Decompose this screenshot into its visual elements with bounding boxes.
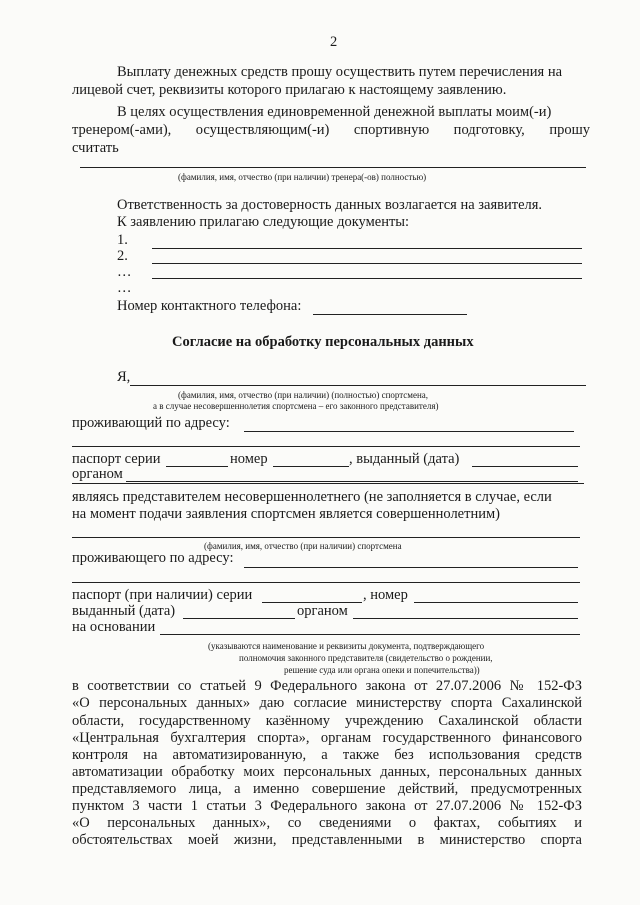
attachments-intro: К заявлению прилагаю следующие документы: (117, 214, 410, 230)
page-number: 2 (330, 34, 338, 50)
intro-paragraph-1-line-2: лицевой счет, реквизиты которого прилагаю к настоящему заявлению. (72, 82, 507, 98)
passport-number-label: номер (230, 451, 268, 467)
athlete-name-field-line[interactable] (130, 385, 586, 386)
intro-paragraph-2-line-1: В целях осуществления единовременной денежной выплаты моим(-и) (117, 104, 552, 120)
residing-field-line-1[interactable] (244, 431, 574, 432)
residing2-label: проживающего по адресу: (72, 550, 234, 566)
minor-name-caption: (фамилия, имя, отчество (при наличии) спортсмена (204, 541, 402, 551)
passport-series-label: паспорт серии (72, 451, 161, 467)
residing-field-line-2[interactable] (72, 446, 580, 447)
representative-note-line-2: на момент подачи заявления спортсмен является совершеннолетним) (72, 506, 500, 522)
residing2-field-line-1[interactable] (244, 567, 578, 568)
passport-number-field-line[interactable] (273, 466, 349, 467)
organ-field-line-1[interactable] (126, 481, 578, 482)
organ2-label: органом (297, 603, 348, 619)
attachment-item-1-label: 1. (117, 232, 128, 248)
organ2-field-line[interactable] (353, 618, 578, 619)
passport-series-field-line[interactable] (166, 466, 228, 467)
responsibility-statement: Ответственность за достоверность данных возлагается на заявителя. (117, 197, 543, 213)
residing-label: проживающий по адресу: (72, 415, 230, 431)
consent-body-line-6: автоматизации обработку моих персональных данных, персональных данных (72, 764, 582, 780)
consent-body-line-7: представляемого лица, а именно совершение действий, предусмотренных (72, 781, 582, 797)
attachment-item-1-line[interactable] (152, 248, 582, 249)
basis-caption-line-3: решение суда или органа опеки и попечительства)) (284, 665, 480, 675)
consent-body-line-1: в соответствии со статьей 9 Федерального закона от 27.07.2006 № 152-ФЗ (72, 678, 582, 694)
intro-paragraph-2-line-3: считать (72, 140, 119, 156)
passport-issued-field-line[interactable] (472, 466, 578, 467)
consent-body-line-10: обстоятельствах моей жизни, представленными в министерство спорта (72, 832, 582, 848)
organ-field-line-2[interactable] (72, 483, 584, 484)
issued2-label: выданный (дата) (72, 603, 176, 619)
attachment-item-3-line[interactable] (152, 278, 582, 279)
attachment-item-3-label: … (117, 264, 132, 280)
minor-name-field-line[interactable] (72, 537, 580, 538)
basis-label: на основании (72, 619, 156, 635)
consent-body-line-2: «О персональных данных» даю согласие министерству спорта Сахалинской (72, 695, 582, 711)
representative-note-line-1: являясь представителем несовершеннолетнего (не заполняется в случае, если (72, 489, 552, 505)
passport2-number-field-line[interactable] (414, 602, 578, 603)
consent-body-line-8: пунктом 3 части 1 статьи 3 Федерального закона от 27.07.2006 № 152-ФЗ (72, 798, 582, 814)
consent-body-line-4: «Центральная бухгалтерия спорта», органам государственного финансового (72, 730, 582, 746)
athlete-name-caption-line-2: а в случае несовершеннолетия спортсмена – его законного представителя) (153, 401, 439, 411)
passport-issued-label: , выданный (дата) (349, 451, 460, 467)
consent-body-line-5: контроля на автоматизированную, а также без использования средств (72, 747, 582, 763)
attachment-item-4-label: … (117, 280, 132, 296)
consent-body-line-3: области, государственному казённому учреждению Сахалинской области (72, 713, 582, 729)
organ-label: органом (72, 466, 123, 482)
intro-paragraph-2-line-2: тренером(-ами), осуществляющим(-и) спортивную подготовку, прошу (72, 122, 590, 138)
basis-field-line[interactable] (160, 634, 580, 635)
intro-paragraph-1-line-1: Выплату денежных средств прошу осуществить путем перечисления на (117, 64, 563, 80)
passport2-series-label: паспорт (при наличии) серии (72, 587, 253, 603)
consent-i-label: Я, (117, 369, 131, 385)
consent-title: Согласие на обработку персональных данных (172, 334, 474, 350)
phone-label: Номер контактного телефона: (117, 298, 302, 314)
athlete-name-caption-line-1: (фамилия, имя, отчество (при наличии) (полностью) спортсмена, (178, 390, 429, 400)
attachment-item-2-line[interactable] (152, 263, 582, 264)
issued2-field-line[interactable] (183, 618, 295, 619)
basis-caption-line-1: (указываются наименование и реквизиты документа, подтверждающего (208, 641, 485, 651)
consent-body-line-9: «О персональных данных», со сведениями о фактах, событиях и (72, 815, 582, 831)
phone-field-line[interactable] (313, 314, 467, 315)
residing2-field-line-2[interactable] (72, 582, 580, 583)
passport2-number-label: , номер (363, 587, 408, 603)
trainer-name-caption: (фамилия, имя, отчество (при наличии) тренера(-ов) полностью) (178, 172, 427, 182)
basis-caption-line-2: полномочия законного представителя (свидетельство о рождении, (239, 653, 493, 663)
trainer-name-field-line[interactable] (80, 167, 586, 168)
attachment-item-2-label: 2. (117, 248, 128, 264)
